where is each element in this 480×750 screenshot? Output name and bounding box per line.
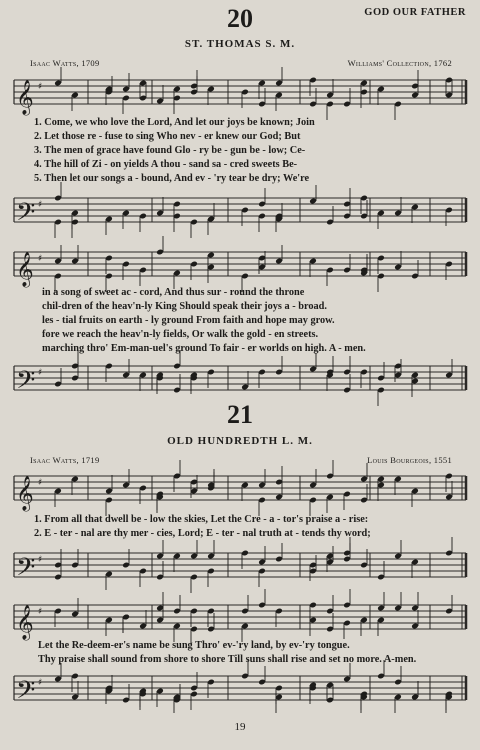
svg-text:♯: ♯: [38, 607, 43, 617]
verse-line: marching thro' Em-man-uel's ground To fair - er worlds on high. A - men.: [42, 343, 366, 354]
verse-line: les - tial fruits on earth - ly ground From faith and hope may grow.: [42, 315, 335, 326]
svg-text:𝄞: 𝄞: [16, 476, 34, 511]
svg-text:𝄢: 𝄢: [16, 198, 36, 233]
music-staff: [0, 190, 480, 238]
svg-text:♯: ♯: [38, 200, 43, 210]
hymn-number: 20: [227, 4, 253, 33]
verse-line: 4. The hill of Zi - on yields A thou - sand sa - cred sweets Be-: [34, 159, 298, 170]
music-staff: [0, 244, 480, 292]
svg-text:𝄢: 𝄢: [16, 676, 36, 711]
svg-text:𝄞: 𝄞: [16, 80, 34, 115]
svg-text:𝄢: 𝄢: [16, 553, 36, 588]
verse-line: Let the Re-deem-er's name be sung Thro' ev-'ry land, by ev-'ry tongue.: [38, 640, 350, 651]
music-staff: [0, 545, 480, 593]
verse-line: 1. From all that dwell be - low the skies, Let the Cre - a - tor's praise a - rise:: [34, 514, 369, 525]
verse-line: 1. Come, we who love the Lord, And let our joys be known; Join: [34, 117, 315, 128]
verse-line: Thy praise shall sound from shore to shore Till suns shall rise and set no more. A-men.: [38, 654, 417, 665]
svg-text:♯: ♯: [38, 82, 43, 92]
verse-line: 3. The men of grace have found Glo - ry be - gun be - low; Ce-: [34, 145, 306, 156]
author-credit: Isaac Watts, 1719: [30, 455, 100, 465]
music-staff: [0, 597, 480, 645]
verse-line: 5. Then let our songs a - bound, And ev - 'ry tear be dry; We're: [34, 173, 310, 184]
page-number: 19: [234, 721, 246, 733]
svg-text:𝄢: 𝄢: [16, 366, 36, 401]
composer-credit: Louis Bourgeois, 1551: [367, 455, 452, 465]
composer-credit: Williams' Collection, 1762: [347, 58, 452, 68]
hymn-number: 21: [227, 400, 253, 429]
svg-text:♯: ♯: [38, 678, 43, 688]
tune-name: OLD HUNDREDTH L. M.: [167, 435, 313, 447]
verse-line: fore we reach the heav'n-ly fields, Or walk the gold - en streets.: [42, 329, 319, 340]
music-staff: [0, 358, 480, 406]
svg-text:𝄞: 𝄞: [16, 252, 34, 287]
music-staff: [0, 668, 480, 716]
tune-name: ST. THOMAS S. M.: [184, 38, 296, 50]
verse-line: 2. E - ter - nal are thy mer - cies, Lord; E - ter - nal truth at - tends thy word;: [34, 528, 371, 539]
music-staff: [0, 72, 480, 120]
verse-line: 2. Let those re - fuse to sing Who nev - er knew our God; But: [34, 131, 301, 142]
svg-text:♯: ♯: [38, 478, 43, 488]
verse-line: in a song of sweet ac - cord, And thus sur - round the throne: [42, 287, 305, 298]
svg-text:♯: ♯: [38, 368, 43, 378]
verse-line: chil-dren of the heav'n-ly King Should speak their joys a - broad.: [42, 301, 327, 312]
svg-text:♯: ♯: [38, 555, 43, 565]
running-title: GOD OUR FATHER: [364, 7, 466, 18]
music-staff: [0, 468, 480, 516]
svg-text:𝄞: 𝄞: [16, 605, 34, 640]
svg-text:♯: ♯: [38, 254, 43, 264]
author-credit: Isaac Watts, 1709: [30, 58, 100, 68]
